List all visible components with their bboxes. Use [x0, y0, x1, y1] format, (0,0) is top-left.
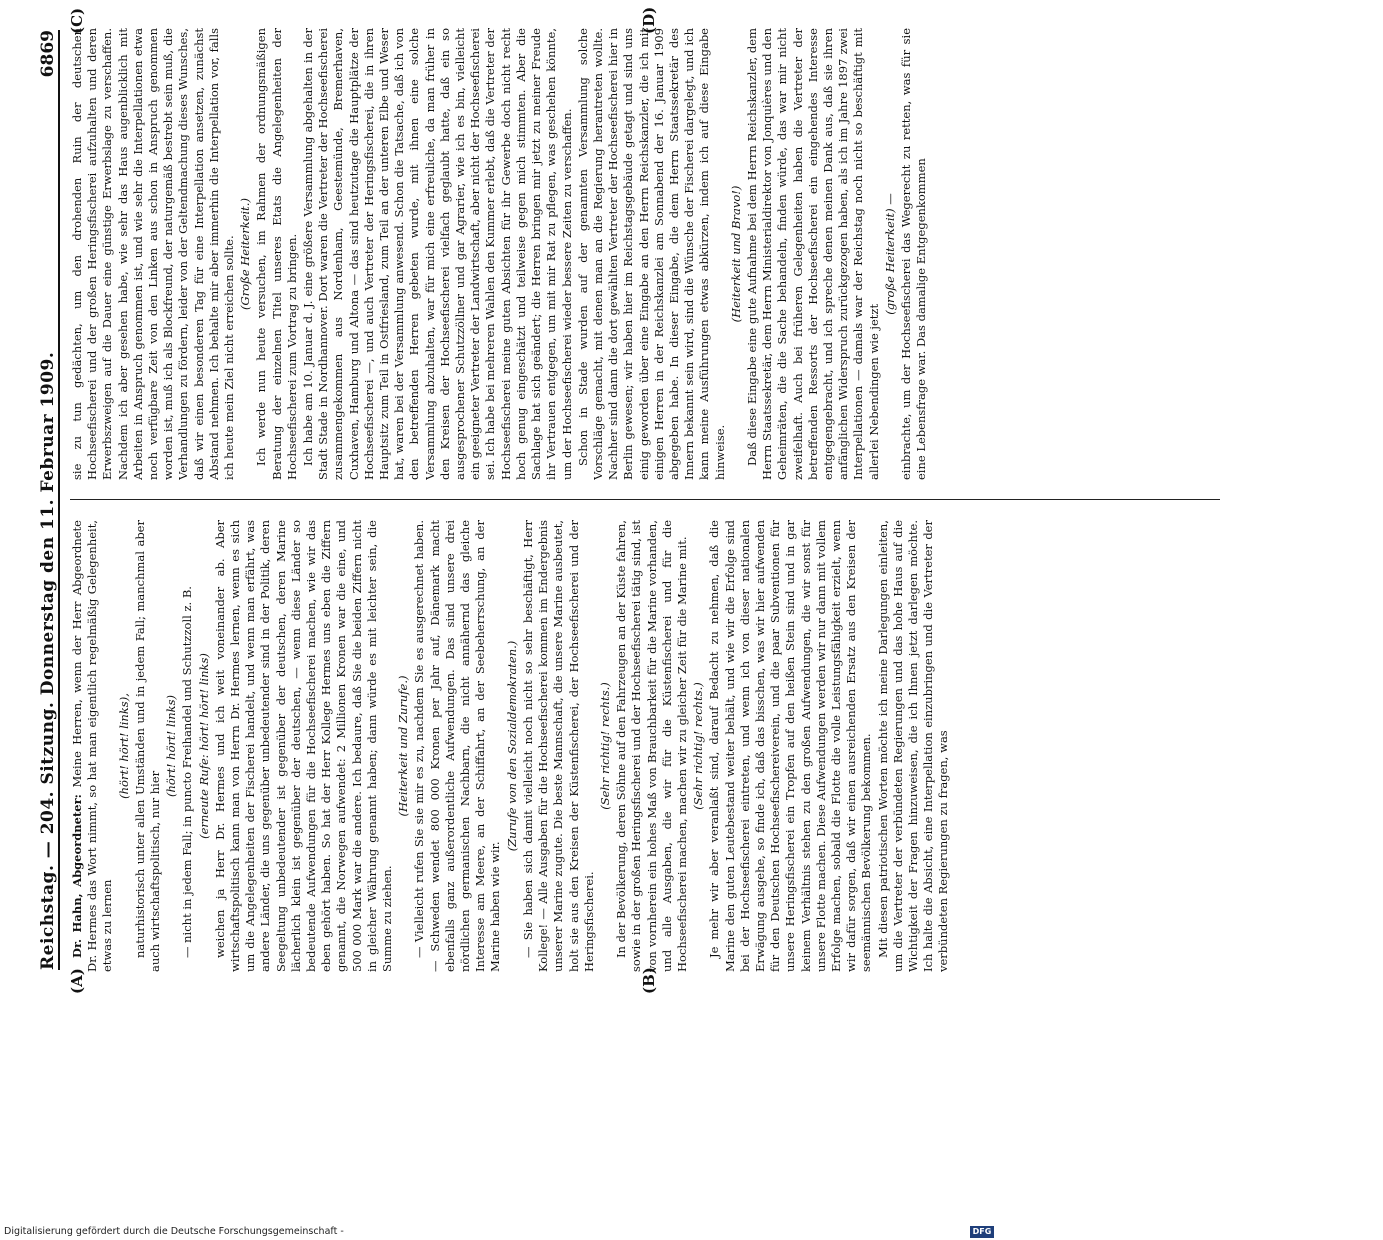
dfg-logo: DFG	[970, 1226, 994, 1238]
page-number: 6869	[38, 30, 58, 78]
reaction-line: (Sehr richtig! rechts.)	[597, 682, 612, 810]
paragraph-text: naturhistorisch unter allen Umständen und in jedem Fall; manchmal aber auch wirtschaftspolitisch, nur hier	[132, 520, 163, 972]
paragraph-text: Je mehr wir aber veranlaßt sind, darauf Bedacht zu nehmen, daß die Marine den guten Leutebestand weiter behält, und wie wir die Erfolge sind bei der Hochseefischerei eintreten, und wenn ich von dieser nationalen Erwägung ausgehe, so finde ich, daß das bisschen, was wir hier aufwenden für den Deutschen Hochseefischereiverein, und die paar Subventionen für unsere Heringsfischerei ein Tropfen auf den heißen Stein sind und in gar keinem Verhältnis stehen zu den großen Aufwendungen, die wir sonst für unsere Flotte machen. Diese Aufwendungen werden wir nur dann mit vollem Erfolge machen, sobald die Flotte die volle Leistungsfähigkeit erzielt, wenn wir dafür sorgen, daß wir einen ausreichenden Ersatz aus den Kreisen der seemännischen Bevölkerung bekommen.	[707, 520, 874, 972]
page-header	[22, 30, 60, 970]
paragraph	[301, 28, 575, 480]
paragraph	[876, 520, 952, 972]
text-column-right	[70, 28, 1220, 480]
paragraph	[70, 520, 116, 972]
paragraph-text: sie zu tun gedächten, um den drohenden Ruin der deutschen Hochseefischerei und der großen Heringsfischerei aufzuhalten und deren Erwerbszweigen auf die Dauer eine günstige Erwerbslage zu verschaffen. Nachdem ich aber gesehen habe, wie sehr das Haus augenblicklich mit Arbeiten in Anspruch genommen ist, und wie sehr die Interpellationen etwa noch verfügbare Zeit von den Linken aus schon in Anspruch genommen worden ist, muß ich als Blockfreund, der naturgemäß bestrebt sein muß, die Verhandlungen zu fördern, leider von der Geltendmachung dieses Wunsches, daß wir einen besonderen Tag für eine Interpellation ansetzen, zunächst Abstand nehmen. Ich behalte mir aber immerhin die Interpellation vor, falls ich heute mein Ziel nicht erreichen sollte.	[70, 28, 237, 480]
paragraph	[745, 28, 882, 480]
footer-credit: Digitalisierung gefördert durch die Deutsche Forschungsgemeinschaft -	[4, 1226, 344, 1237]
reaction-line: (erneute Rufe: hört! hört! links)	[196, 653, 211, 839]
paragraph-text: In der Bevölkerung, deren Söhne auf den Fahrzeugen an der Küste fahren, sowie in der großen Heringsfischerei und der Hochseefischerei tätig sind, ist von vornherein ein hohes Maß von Brauchbarkeit für die Marine vorhanden, und alle Ausgaben, die wir für die Küstenfischerei und für die Hochseefischerei machen, machen wir zu gleicher Zeit für die Marine mit.	[614, 520, 689, 972]
paragraph-text: Mit diesen patriotischen Worten möchte ich meine Darlegungen einleiten, um die Vertreter der verbündeten Regierungen und das hohe Haus auf die Wichtigkeit der Fragen hinzuweisen, die ich Ihnen jetzt darlegen möchte. Ich halte die Absicht, eine Interpellation einzubringen und die Vertreter der verbündeten Regierungen zu fragen, was	[875, 520, 951, 972]
paragraph	[576, 28, 728, 480]
paragraph-text: weichen ja Herr Dr. Hermes und ich weit voneinander ab. Aber wirtschaftspolitisch kann man von Herrn Dr. Hermes lernen, wenn es sich um die Angelegenheiten der Fischerei handelt, und wenn man erfährt, was andere Länder, die uns gegenüber unbedeutender sind in der Politik, deren Seegeltung unbedeutender ist gegenüber der deutschen, deren Marine lächerlich klein ist gegenüber der deutschen, — wenn diese Länder so bedeutende Aufwendungen für die Hochseefischerei machen, wie wir das eben gehört haben. So hat der Herr Kollege Hermes uns eben die Ziffern genannt, die Norwegen aufwendet: 2 Millionen Kronen war die eine, und 500 000 Mark war die andere. Ich bedaure, daß Sie die beiden Ziffern nicht in gleicher Währung genannt haben; dann würde es mit leichter sein, die Summe zu ziehen.	[212, 520, 395, 972]
paragraph-text: — Vielleicht rufen Sie sie mir es zu, nachdem Sie es ausgerechnet haben. — Schweden wendet 800 000 Kronen per Jahr auf, Dänemark macht ebenfalls ganz außerordentliche Aufwendungen. Das sind unsere drei nördlichen germanischen Nachbarn, die nicht annähernd das gleiche Interesse am Meere, an der Schiffahrt, an der Seebeherrschung, an der Marine haben wie wir.	[412, 520, 503, 972]
reaction-line: (Große Heiterkeit.)	[238, 198, 253, 310]
paragraph-text: Schon in Stade wurden auf der genannten Versammlung solche Vorschläge gemacht, mit denen man an die Regierung herantreten wollte. Nachher sind dann die dort gewählten Vertreter der Hochseefischerei hier in Berlin gewesen; wir haben hier im Reichstagsgebäude getagt und sind uns einig geworden über eine Eingabe an den Herrn Reichskanzler, die ich mit einigen Herren in der Reichskanzlei am Sonnabend der 16. Januar 1909 abgegeben habe. In dieser Eingabe, die dem Herrn Staatssekretär des Innern bekannt sein wird, sind die Wünsche der Fischerei dargelegt, und ich kann meine Ausführungen etwas abkürzen, indem ich auf diese Eingabe hinweise.	[575, 28, 727, 480]
paragraph	[707, 520, 874, 972]
column-divider	[70, 499, 1220, 500]
reaction-line: (Heiterkeit und Bravo!)	[728, 185, 743, 323]
paragraph	[70, 28, 237, 480]
paragraph-text: einbrachte, um der Hochseefischerei das Wegerecht zu retten, was für sie eine Lebensfrage war. Das damalige Entgegenkommen	[898, 28, 929, 480]
paragraph	[213, 520, 395, 972]
paragraph	[614, 520, 690, 972]
paragraph-text: Meine Herren, wenn der Herr Abgeordnete Dr. Hermes das Wort nimmt, so hat man eigentlich regelmäßig Gelegenheit, etwas zu lernen	[70, 520, 115, 972]
reaction-line: (hört! hört! links)	[164, 694, 179, 798]
reaction-line: (große Heiterkeit) —	[882, 193, 897, 315]
paragraph-text: Daß diese Eingabe eine gute Aufnahme bei dem Herrn Reichskanzler, dem Herrn Staatssekretär, dem Herrn Ministerialdirektor von Jonquières und den Geheimräten, die die Sache behandeln, finden würde, das war mir nicht zweifelhaft. Auch bei früheren Gelegenheiten haben die Vertreter der betreffenden Ressorts der Hochseefischerei ein eingehendes Interesse entgegengebracht, und ich spreche denen meinen Dank aus, daß sie ihren anfänglichen Widerspruch zurückgezogen haben, als ich im Jahre 1897 zwei Interpellationen — damals war der Reichstag noch nicht so beschäftigt mit allerlei Nebendingen wie jetzt	[744, 28, 881, 480]
paragraph	[254, 28, 300, 480]
margin-marker-c: (C)	[68, 7, 86, 34]
page-footer	[0, 1226, 1000, 1240]
paragraph	[899, 28, 929, 480]
paragraph	[133, 520, 163, 972]
paragraph	[180, 520, 195, 972]
page-title: Reichstag. — 204. Sitzung. Donnerstag den 11. Februar 1909.	[38, 351, 58, 970]
paragraph	[521, 520, 597, 972]
margin-marker-b: (B)	[640, 967, 658, 994]
paragraph-text: Ich werde nun heute versuchen, im Rahmen der ordnungsmäßigen Beratung der einzelnen Titel unseres Etats die Angelegenheiten der Hochseefischerei zum Vortrag zu bringen.	[254, 28, 299, 480]
paragraph	[412, 520, 503, 972]
paragraph-text: — Sie haben sich damit vielleicht noch nicht so sehr beschäftigt, Herr Kollege! — Alle Ausgaben für die Hochseefischerei kommen im Endergebnis unserer Marine zugute. Die beste Mannschaft, die unsere Marine ausbeutet, holt sie aus den Kreisen der Küstenfischerei, der Hochseefischerei und der Heringsfischerei.	[520, 520, 596, 972]
reaction-line: (hört! hört! links),	[116, 693, 131, 799]
reaction-line: (Sehr richtig! rechts.)	[691, 682, 706, 810]
paragraph-text: Ich habe am 10. Januar d. J. eine größere Versammlung abgehalten in der Stadt Stade in Nordhannover. Dort waren die Vertreter der Hochseefischerei zusammengekommen aus Nordenham, Geestemünde, Bremerhaven, Cuxhaven, Hamburg und Altona — das sind heutzutage die Hauptplätze der Hochseefischerei —, und auch Vertreter der Heringsfischerei, die in ihren Hauptsitz zum Teil in Ostfriesland, zum Teil an der unteren Elbe und Weser hat, waren bei der Versammlung anwesend. Schon die Tatsache, daß ich von den betreffenden Herren gebeten wurde, mit ihnen eine solche Versammlung abzuhalten, war für mich eine erfreuliche, da man früher in den Kreisen der Hochseefischerei vielfach geglaubt hatte, daß ein so ausgesprochener Schutzzöllner und gar Agrarier, wie ich es bin, vielleicht ein geeigneter Vertreter der Landwirtschaft, aber nicht der Hochseefischerei sei. Ich habe bei mehreren Wahlen den Kummer erlebt, daß die Vertreter der Hochseefischerei meine guten Absichten für ihr Gewerbe doch nicht recht hoch genug eingeschätzt und teilweise gegen mich stimmten. Aber die Sachlage hat sich geändert; die Herren bringen mir jetzt zu meiner Freude ihr Vertrauen entgegen, um mit mir Rat zu pflegen, was geschehen könnte, um der Hochseefischerei wieder bessere Zeiten zu verschaffen.	[301, 28, 574, 480]
speaker-name: Dr. Hahn, Abgeordneter:	[70, 787, 84, 958]
text-column-left	[70, 520, 1220, 972]
reaction-line: (Zurufe von den Sozialdemokraten.)	[504, 640, 519, 852]
margin-marker-d: (D)	[640, 6, 658, 34]
paragraph-text: — nicht in jedem Fall; in puncto Freihandel und Schutzzoll z. B.	[180, 586, 195, 958]
margin-marker-a: (A)	[68, 968, 86, 994]
reaction-line: (Heiterkeit und Zurufe.)	[396, 675, 411, 817]
